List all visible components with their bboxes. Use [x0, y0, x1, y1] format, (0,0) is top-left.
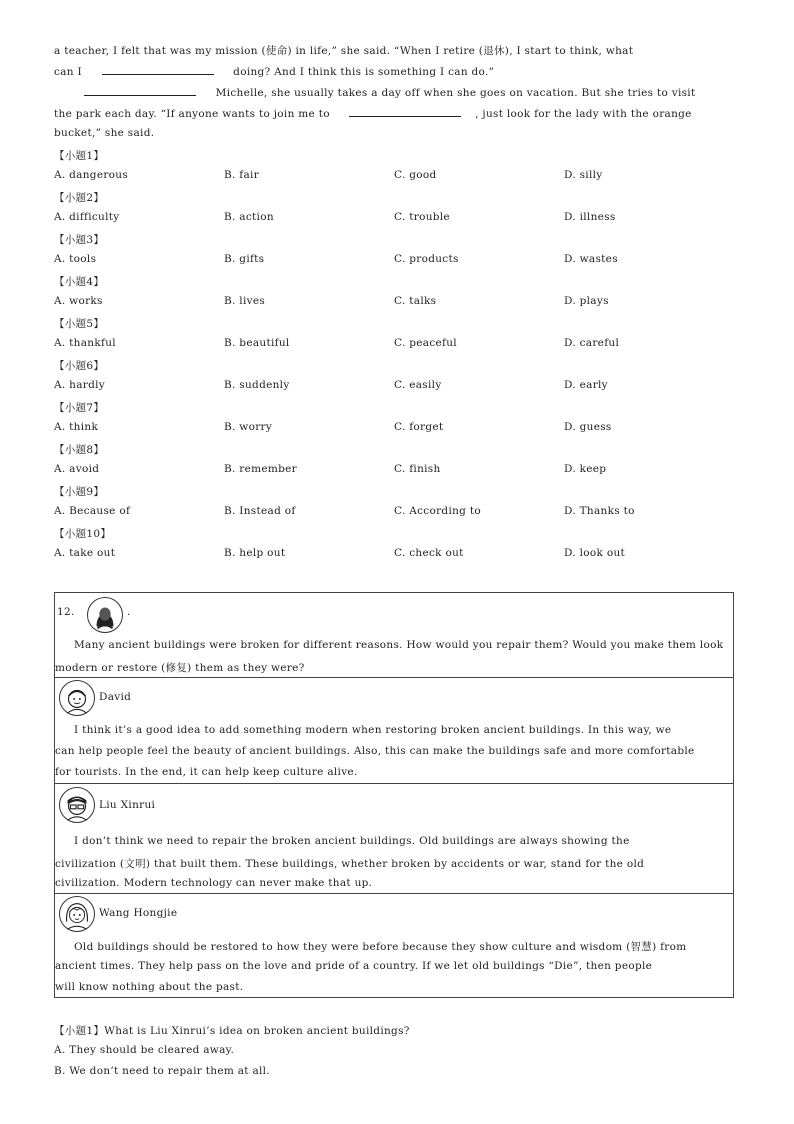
girl-avatar-icon — [59, 896, 95, 932]
option-d[interactable]: D. Thanks to — [564, 505, 635, 517]
question-number: 12. — [57, 606, 75, 618]
option-a[interactable]: A. take out — [54, 547, 116, 559]
passage-line-4-start: the park each day. “If anyone wants to join me to — [54, 108, 330, 120]
option-a[interactable]: A. works — [54, 295, 103, 307]
option-c[interactable]: C. forget — [394, 421, 444, 433]
answer-blank[interactable] — [84, 85, 196, 96]
option-c[interactable]: C. products — [394, 253, 459, 265]
divider — [55, 783, 733, 784]
question-label: 【小题1】 — [54, 150, 105, 162]
option-a[interactable]: A. tools — [54, 253, 97, 265]
question-label: 【小题7】 — [54, 402, 105, 414]
option-c[interactable]: C. finish — [394, 463, 441, 475]
question-label: 【小题8】 — [54, 444, 105, 456]
option-b[interactable]: B. gifts — [224, 253, 265, 265]
question-label: 【小题2】 — [54, 192, 105, 204]
option-d[interactable]: D. guess — [564, 421, 612, 433]
option-d[interactable]: D. early — [564, 379, 608, 391]
speaker-line: will know nothing about the past. — [55, 981, 244, 993]
question-label: 【小题5】 — [54, 318, 105, 330]
speaker-line: I don’t think we need to repair the broken ancient buildings. Old buildings are always showing the — [74, 835, 630, 847]
option-c[interactable]: C. good — [394, 169, 437, 181]
option-d[interactable]: D. silly — [564, 169, 603, 181]
passage-line-4 — [54, 106, 692, 120]
option-a[interactable]: A. difficulty — [54, 211, 120, 223]
question-label: 【小题6】 — [54, 360, 105, 372]
speaker-line: civilization. Modern technology can never make that up. — [55, 877, 373, 889]
option-c[interactable]: C. According to — [394, 505, 481, 517]
passage-line-5: bucket,” she said. — [54, 127, 155, 139]
option-d[interactable]: D. illness — [564, 211, 616, 223]
boy-avatar-icon — [59, 680, 95, 716]
option-a[interactable]: A. avoid — [54, 463, 100, 475]
option-c[interactable]: C. talks — [394, 295, 437, 307]
passage-line-2-start: can I — [54, 66, 82, 78]
option-a[interactable]: A. hardly — [54, 379, 106, 391]
speaker-line: can help people feel the beauty of ancient buildings. Also, this can make the buildings safe and more comfortable — [55, 745, 695, 757]
speaker-line: civilization (文明) that built them. These buildings, whether broken by accidents or war, stand for the old — [55, 858, 645, 870]
option-a[interactable]: A. thankful — [54, 337, 116, 349]
option-b[interactable]: B. fair — [224, 169, 260, 181]
passage-line-1: a teacher, I felt that was my mission (使命) in life,” she said. “When I retire (退休), I start to think, what — [54, 45, 634, 57]
option-a[interactable]: A. Because of — [54, 505, 131, 517]
host-avatar-icon — [87, 597, 123, 633]
discussion-box — [54, 592, 734, 998]
glasses-avatar-icon — [59, 787, 95, 823]
option-b[interactable]: B. lives — [224, 295, 266, 307]
speaker-line: ancient times. They help pass on the love and pride of a country. If we let old buildings “Die”, then people — [55, 960, 653, 972]
passage-line-3-text: Michelle, she usually takes a day off when she goes on vacation. But she tries to visit — [215, 87, 696, 99]
option-c[interactable]: C. peaceful — [394, 337, 457, 349]
speaker-name: Wang Hongjie — [99, 907, 178, 919]
option-b[interactable]: B. help out — [224, 547, 286, 559]
followup-question: 【小题1】What is Liu Xinrui’s idea on broken ancient buildings? — [54, 1025, 410, 1037]
option-c[interactable]: C. check out — [394, 547, 464, 559]
option-a[interactable]: A. dangerous — [54, 169, 129, 181]
speaker-name: Liu Xinrui — [99, 799, 156, 811]
intro-line-2: modern or restore (修复) them as they were? — [55, 662, 305, 674]
option-c[interactable]: C. trouble — [394, 211, 450, 223]
followup-option[interactable]: A. They should be cleared away. — [54, 1044, 235, 1056]
option-d[interactable]: D. keep — [564, 463, 607, 475]
question-label: 【小题9】 — [54, 486, 105, 498]
passage-line-3 — [54, 85, 696, 99]
answer-blank[interactable] — [349, 106, 461, 117]
passage-line-2-end: doing? And I think this is something I can do.” — [233, 66, 495, 78]
passage-line-4-end: , just look for the lady with the orange — [475, 108, 692, 120]
question-label: 【小题4】 — [54, 276, 105, 288]
answer-blank[interactable] — [102, 64, 214, 75]
option-d[interactable]: D. look out — [564, 547, 626, 559]
option-b[interactable]: B. beautiful — [224, 337, 290, 349]
option-c[interactable]: C. easily — [394, 379, 442, 391]
divider — [55, 893, 733, 894]
followup-option[interactable]: B. We don’t need to repair them at all. — [54, 1065, 270, 1077]
speaker-line: I think it’s a good idea to add something modern when restoring broken ancient buildings. In this way, we — [74, 724, 672, 736]
option-b[interactable]: B. suddenly — [224, 379, 290, 391]
option-b[interactable]: B. worry — [224, 421, 273, 433]
dot-mark: . — [127, 606, 131, 618]
divider — [55, 677, 733, 678]
question-label: 【小题3】 — [54, 234, 105, 246]
intro-line-1: Many ancient buildings were broken for different reasons. How would you repair them? Would you make them look — [74, 639, 724, 651]
option-b[interactable]: B. action — [224, 211, 274, 223]
speaker-name: David — [99, 691, 132, 703]
passage-line-2 — [54, 64, 494, 78]
speaker-line: Old buildings should be restored to how they were before because they show culture and wisdom (智慧) from — [74, 941, 687, 953]
option-b[interactable]: B. remember — [224, 463, 298, 475]
question-label: 【小题10】 — [54, 528, 112, 540]
option-b[interactable]: B. Instead of — [224, 505, 296, 517]
option-d[interactable]: D. careful — [564, 337, 620, 349]
option-a[interactable]: A. think — [54, 421, 99, 433]
option-d[interactable]: D. wastes — [564, 253, 618, 265]
option-d[interactable]: D. plays — [564, 295, 609, 307]
speaker-line: for tourists. In the end, it can help keep culture alive. — [55, 766, 358, 778]
